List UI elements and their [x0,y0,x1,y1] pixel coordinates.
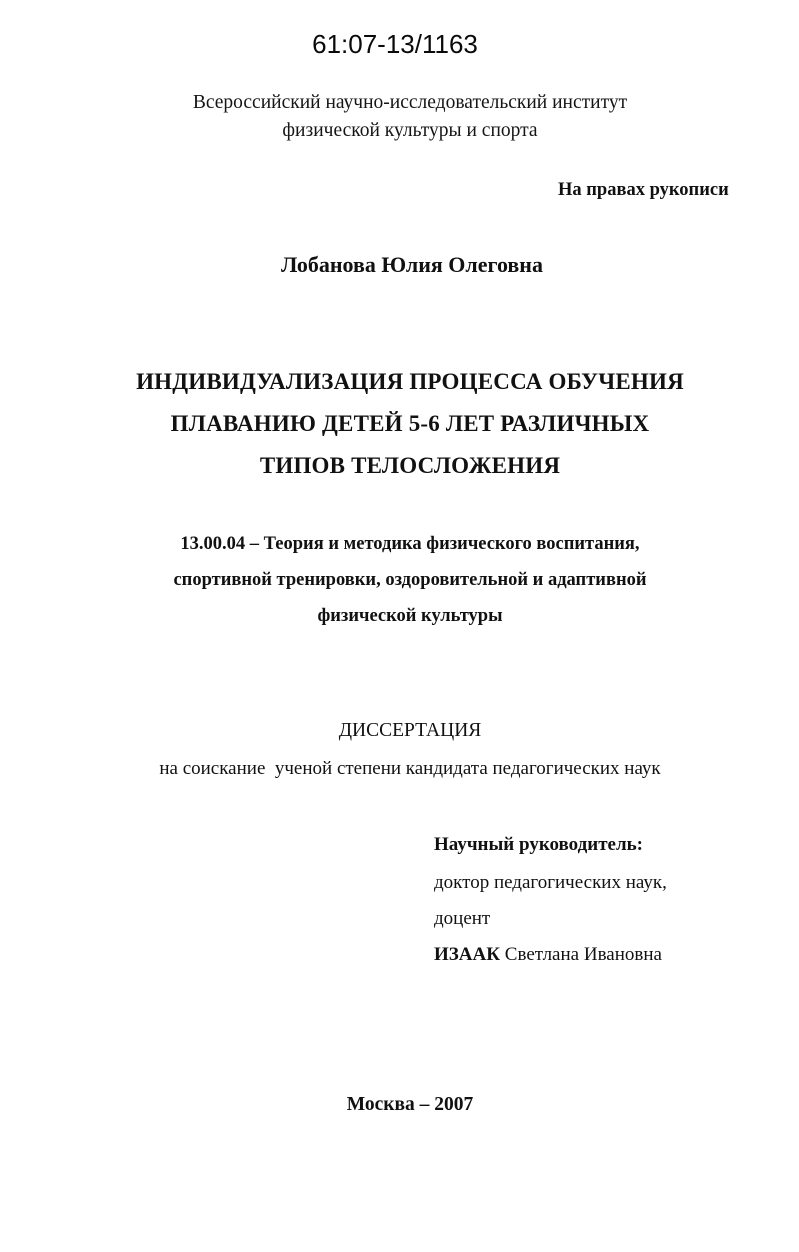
institution-line-2: физической культуры и спорта [282,120,538,141]
supervisor-surname: ИЗААК [434,944,501,965]
specialty-line-1: 13.00.04 – Теория и методика физического воспитания, [180,534,640,554]
catalog-code: 61:07-13/1163 [312,29,478,59]
rights-notice: На правах рукописи [558,180,729,200]
supervisor-heading: Научный руководитель: [434,834,643,855]
work-type: ДИССЕРТАЦИЯ [338,720,482,741]
title-line-2: ПЛАВАНИЮ ДЕТЕЙ 5-6 ЛЕТ РАЗЛИЧНЫХ [170,411,650,436]
institution-line-1: Всероссийский научно-исследовательский институт [192,92,628,113]
specialty-line-3: физической культуры [317,606,503,626]
supervisor-degree: доктор педагогических наук, [434,872,667,893]
author-name: Лобанова Юлия Олеговна [281,252,543,277]
supervisor-rank: доцент [434,908,491,929]
supervisor-name [434,944,662,966]
place-and-year: Москва – 2007 [346,1094,474,1115]
title-line-1: ИНДИВИДУАЛИЗАЦИЯ ПРОЦЕССА ОБУЧЕНИЯ [136,369,684,394]
degree-sought: на соискание ученой степени кандидата педагогических наук [159,758,661,779]
title-line-3: ТИПОВ ТЕЛОСЛОЖЕНИЯ [259,453,561,478]
supervisor-given-names: Светлана Ивановна [504,944,662,965]
specialty-line-2: спортивной тренировки, оздоровительной и адаптивной [173,570,647,590]
